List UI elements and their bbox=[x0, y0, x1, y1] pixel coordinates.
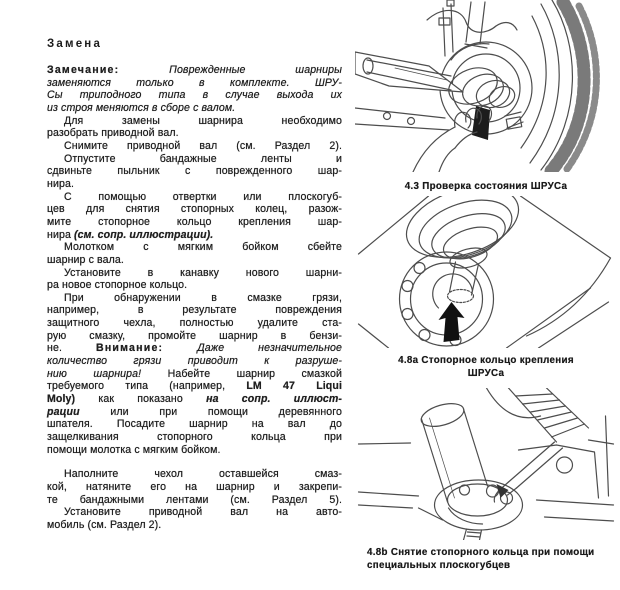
text-line bbox=[47, 140, 342, 153]
text-line bbox=[47, 355, 342, 368]
text-line bbox=[47, 267, 342, 280]
text-line bbox=[47, 342, 342, 355]
text-line bbox=[47, 292, 342, 305]
text-segment: заменяются только в комплекте. ШРУ- bbox=[47, 76, 342, 89]
text-line bbox=[47, 468, 342, 481]
paragraph bbox=[47, 506, 342, 531]
text-line bbox=[47, 64, 342, 77]
paragraph bbox=[47, 191, 342, 242]
paragraph bbox=[47, 64, 342, 115]
text-segment: кой, натяните его на шарнир и закрепи- bbox=[47, 481, 342, 493]
text-line bbox=[47, 380, 342, 393]
text-segment: из строя меняются в сборе с валом. bbox=[47, 101, 236, 114]
text-line bbox=[47, 241, 342, 254]
page-title: Замена bbox=[47, 38, 103, 50]
text-column bbox=[47, 38, 342, 532]
text-line bbox=[47, 153, 342, 166]
text-line bbox=[47, 494, 342, 507]
paragraph bbox=[47, 241, 342, 266]
figure-caption: 4.3 Проверка состояния ШРУСа bbox=[404, 181, 568, 192]
figure-snap-ring-pliers bbox=[355, 388, 617, 572]
text-segment: Набейте шарнир смазкой bbox=[141, 367, 342, 380]
text-line bbox=[47, 418, 342, 431]
text-segment: помощи молотка с мягким бойком. bbox=[47, 443, 221, 456]
figure-caption: 4.8b Снятие стопорного кольца при помощи специальных плоскогубцев bbox=[367, 547, 595, 571]
text-line bbox=[47, 506, 342, 519]
text-line bbox=[47, 229, 342, 242]
text-segment: Внимание: bbox=[95, 342, 164, 355]
paragraph bbox=[47, 267, 342, 292]
cv-joint-inspection-illustration bbox=[355, 0, 617, 172]
text-segment: как показано bbox=[75, 393, 207, 406]
snap-ring-location-illustration bbox=[355, 196, 617, 348]
text-segment: рую смазку, промойте шарнир в бензи- bbox=[47, 329, 342, 342]
text-segment: на сопр. иллюст- bbox=[206, 393, 342, 406]
snap-ring-pliers-illustration bbox=[355, 388, 617, 540]
text-segment: мобиль (см. Раздел 2). bbox=[47, 518, 162, 531]
paragraph bbox=[47, 153, 342, 191]
text-segment: (см. сопр. иллюстрации). bbox=[74, 228, 214, 241]
text-line bbox=[47, 216, 342, 229]
text-line bbox=[47, 304, 342, 317]
text-segment: шпателя. Посадите шарнир на вал до bbox=[47, 418, 342, 431]
text-segment: или при помощи деревянного bbox=[79, 405, 342, 418]
paragraph bbox=[47, 140, 342, 153]
text-segment: нира. bbox=[47, 177, 74, 190]
text-segment: Установите в канавку нового шарни- bbox=[64, 266, 342, 279]
text-segment: нию шарнира! bbox=[47, 367, 142, 380]
text-segment: Даже незначительное bbox=[163, 342, 343, 355]
text-segment: Отпустите бандажные ленты и bbox=[64, 152, 342, 165]
text-segment: защитного чехла, полностью удалите ста- bbox=[47, 317, 342, 330]
text-segment: рации bbox=[47, 405, 80, 418]
text-segment: количество грязи приводит к разруше- bbox=[47, 355, 342, 368]
text-segment: шарнир с вала. bbox=[47, 253, 124, 266]
text-segment: При обнаружении в смазке грязи, bbox=[64, 291, 342, 304]
text-segment: сдвиньте пыльник с поврежденного шар- bbox=[47, 165, 342, 178]
text-segment: LM 47 Liqui bbox=[246, 380, 342, 393]
text-line bbox=[47, 127, 342, 140]
text-line bbox=[47, 191, 342, 204]
text-line bbox=[47, 431, 342, 444]
paragraph bbox=[47, 468, 342, 506]
text-segment: те бандажными лентами (см. Раздел 5). bbox=[47, 493, 342, 506]
text-line bbox=[47, 77, 342, 90]
text-segment: защелкивания стопорного кольца при bbox=[47, 431, 342, 444]
figure-snap-ring-location bbox=[355, 196, 617, 380]
text-segment: Сы триподного типа в случае выхода их bbox=[47, 89, 342, 102]
text-segment: ра новое стопорное кольцо. bbox=[47, 279, 188, 292]
text-line bbox=[47, 203, 342, 216]
text-line bbox=[47, 279, 342, 292]
text-segment: цев для снятия стопорных колец, разож- bbox=[47, 203, 342, 216]
text-line bbox=[47, 368, 342, 381]
text-line bbox=[47, 317, 342, 330]
text-line bbox=[47, 102, 342, 115]
text-segment: Наполните чехол оставшейся смаз- bbox=[64, 468, 342, 481]
text-line bbox=[47, 330, 342, 343]
text-line bbox=[47, 444, 342, 457]
paragraph bbox=[47, 292, 342, 457]
text-segment: Для замены шарнира необходимо bbox=[64, 114, 342, 127]
figure-caption: 4.8а Стопорное кольцо крепления ШРУСа bbox=[398, 355, 574, 379]
paragraph-list bbox=[47, 64, 342, 532]
figure-cv-joint-inspection bbox=[355, 0, 617, 194]
text-segment: Молотком с мягким бойком сбейте bbox=[64, 241, 342, 254]
text-line bbox=[47, 393, 342, 406]
text-line bbox=[47, 89, 342, 102]
text-line bbox=[47, 254, 342, 267]
text-segment: Установите приводной вал на авто- bbox=[64, 506, 342, 519]
text-segment: например, в результате повреждения bbox=[47, 304, 342, 317]
text-segment: разобрать приводной вал. bbox=[47, 127, 179, 140]
text-line bbox=[47, 178, 342, 191]
text-line bbox=[47, 165, 342, 178]
text-line bbox=[47, 519, 342, 532]
text-segment: нира bbox=[47, 228, 74, 241]
paragraph bbox=[47, 115, 342, 140]
text-segment: мите стопорное кольцо крепления шар- bbox=[47, 215, 342, 228]
text-segment: Замечание: bbox=[47, 64, 120, 76]
text-segment: Moly) bbox=[47, 393, 76, 406]
text-segment: С помощью отвертки или плоскогуб- bbox=[64, 190, 342, 203]
text-line bbox=[47, 481, 342, 494]
text-line bbox=[47, 406, 342, 419]
text-segment: Снимите приводной вал (см. Раздел 2). bbox=[64, 139, 342, 152]
text-line bbox=[47, 115, 342, 128]
text-segment: требуемого типа (например, bbox=[47, 380, 247, 393]
text-segment: Поврежденные шарниры bbox=[119, 64, 342, 76]
text-segment: не. bbox=[47, 342, 96, 355]
